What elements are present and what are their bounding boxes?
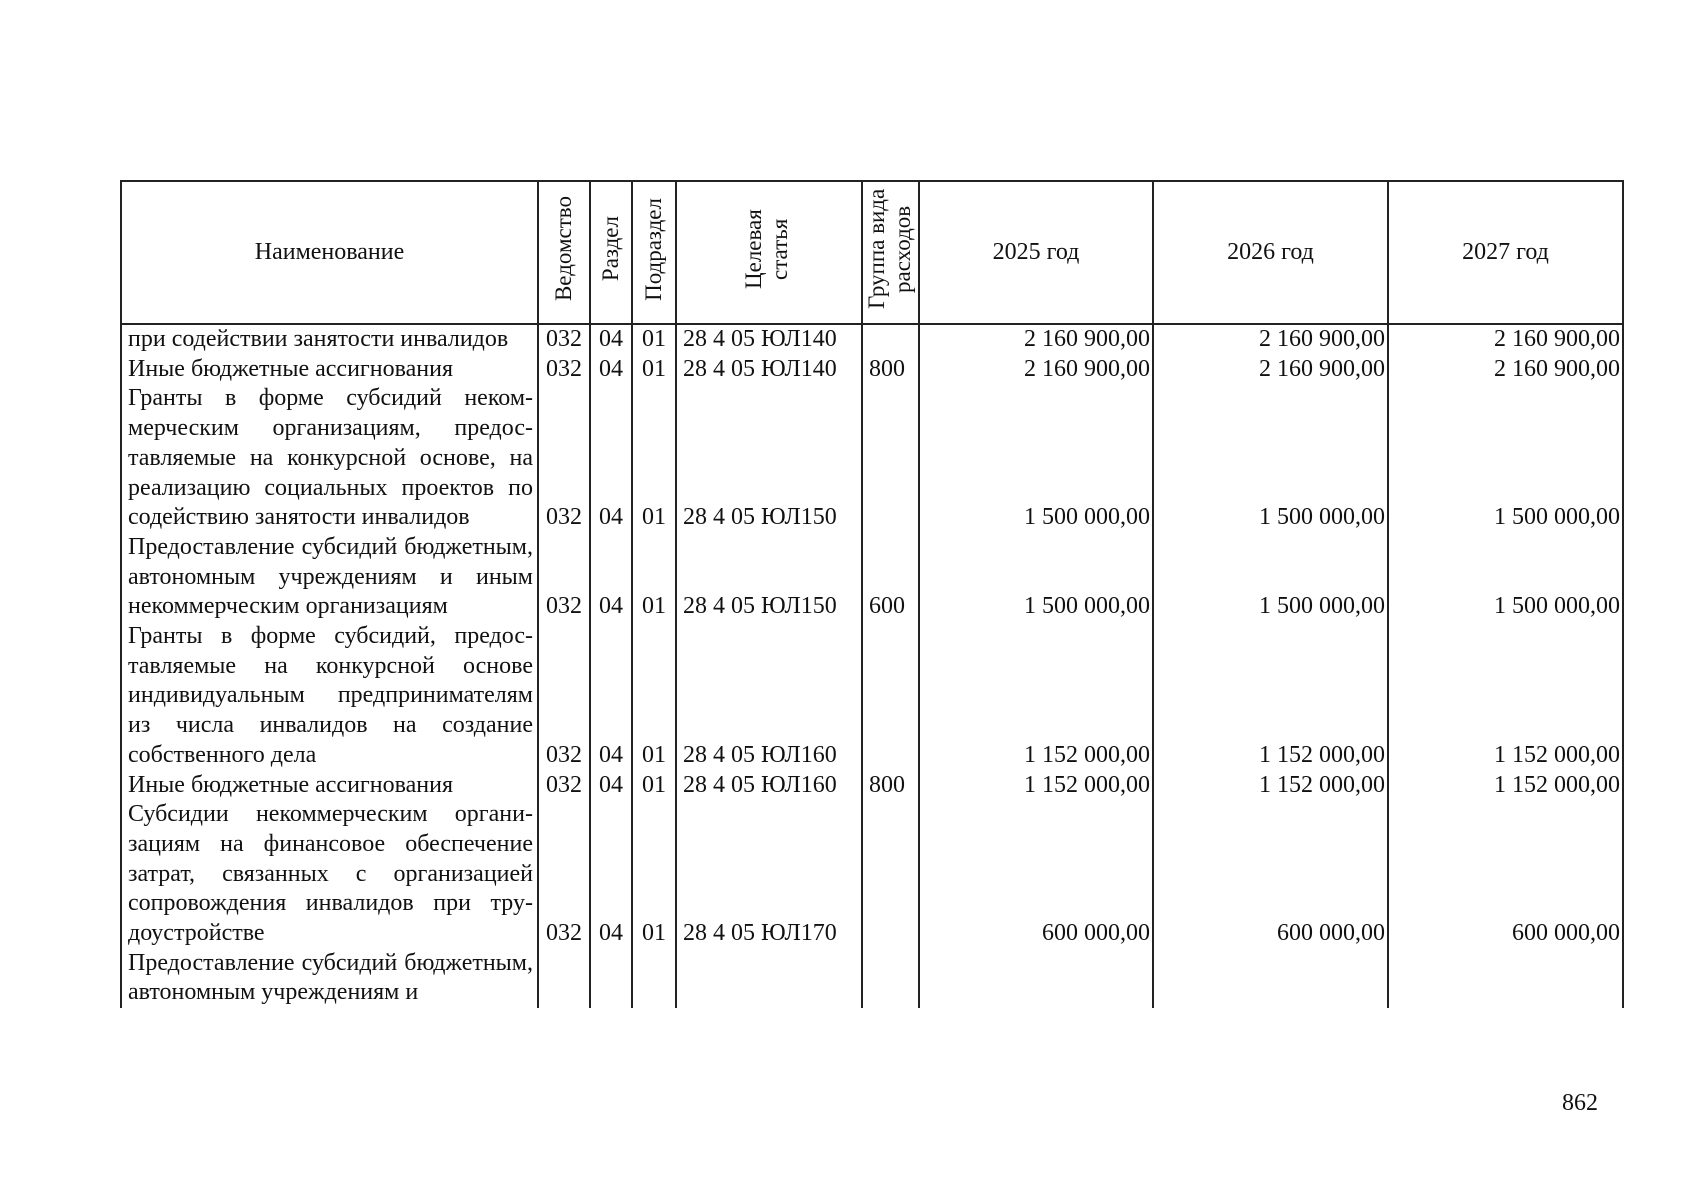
cell-section: 04 (590, 384, 632, 533)
header-2025: 2025 год (919, 181, 1153, 324)
cell-target-item: 28 4 05 ЮЛ160 (676, 771, 862, 801)
cell-2026: 1 500 000,00 (1153, 533, 1388, 622)
cell-expense-group (862, 800, 919, 949)
table-header-row (121, 181, 1623, 324)
cell-subsection (632, 949, 676, 1008)
cell-subsection: 01 (632, 771, 676, 801)
cell-name: Гранты в форме субсидий некоммерческим организациям, предоставляемые на конкурсной основе, на реализацию социальных проектов по содействию занятости инвалидов (121, 384, 538, 533)
cell-target-item: 28 4 05 ЮЛ160 (676, 622, 862, 771)
cell-2025: 600 000,00 (919, 800, 1153, 949)
cell-target-item: 28 4 05 ЮЛ150 (676, 533, 862, 622)
cell-section: 04 (590, 800, 632, 949)
cell-expense-group: 800 (862, 355, 919, 385)
cell-2025: 2 160 900,00 (919, 355, 1153, 385)
cell-subsection: 01 (632, 622, 676, 771)
cell-2027: 2 160 900,00 (1388, 324, 1623, 355)
cell-2027: 1 152 000,00 (1388, 771, 1623, 801)
cell-2025: 1 500 000,00 (919, 533, 1153, 622)
cell-2026: 1 152 000,00 (1153, 771, 1388, 801)
table-row (121, 533, 1623, 622)
cell-section: 04 (590, 324, 632, 355)
cell-ministry: 032 (538, 355, 590, 385)
budget-table (120, 180, 1624, 1008)
cell-subsection: 01 (632, 355, 676, 385)
cell-2026: 600 000,00 (1153, 800, 1388, 949)
cell-ministry: 032 (538, 622, 590, 771)
cell-section: 04 (590, 771, 632, 801)
table-row (121, 949, 1623, 1008)
cell-2025: 1 152 000,00 (919, 622, 1153, 771)
cell-subsection: 01 (632, 384, 676, 533)
cell-2026: 1 152 000,00 (1153, 622, 1388, 771)
page-number: 862 (1562, 1090, 1598, 1116)
cell-expense-group (862, 622, 919, 771)
cell-2027: 1 152 000,00 (1388, 622, 1623, 771)
header-target-item: Целевая статья (676, 181, 862, 324)
table-row (121, 384, 1623, 533)
cell-name: Иные бюджетные ассигнования (121, 771, 538, 801)
cell-expense-group (862, 384, 919, 533)
header-name: Наименование (121, 181, 538, 324)
cell-ministry: 032 (538, 324, 590, 355)
cell-2026: 2 160 900,00 (1153, 324, 1388, 355)
cell-2026 (1153, 949, 1388, 1008)
cell-subsection: 01 (632, 800, 676, 949)
table-row (121, 622, 1623, 771)
header-ministry: Ведомство (538, 181, 590, 324)
cell-name: Гранты в форме субсидий, предоставляемые на конкурсной основе индивидуальным предпринимателям из числа инвалидов на создание собственного дела (121, 622, 538, 771)
cell-2025 (919, 949, 1153, 1008)
cell-expense-group: 800 (862, 771, 919, 801)
cell-2027: 1 500 000,00 (1388, 533, 1623, 622)
cell-2027: 1 500 000,00 (1388, 384, 1623, 533)
table-row (121, 800, 1623, 949)
cell-2026: 1 500 000,00 (1153, 384, 1388, 533)
cell-ministry (538, 949, 590, 1008)
cell-2025: 1 500 000,00 (919, 384, 1153, 533)
cell-ministry: 032 (538, 800, 590, 949)
cell-2027: 600 000,00 (1388, 800, 1623, 949)
table-body (121, 324, 1623, 1008)
header-2026: 2026 год (1153, 181, 1388, 324)
cell-name: Субсидии некоммерческим организациям на финансовое обеспечение затрат, связанных с организацией сопровождения инвалидов при трудоустройстве (121, 800, 538, 949)
header-section: Раздел (590, 181, 632, 324)
cell-2025: 2 160 900,00 (919, 324, 1153, 355)
cell-target-item: 28 4 05 ЮЛ170 (676, 800, 862, 949)
header-subsection: Подраздел (632, 181, 676, 324)
cell-name: Предоставление субсидий бюджетным, автономным учреждениям и (121, 949, 538, 1008)
table-row (121, 355, 1623, 385)
cell-ministry: 032 (538, 533, 590, 622)
cell-target-item: 28 4 05 ЮЛ150 (676, 384, 862, 533)
header-expense-group: Группа вида расходов (862, 181, 919, 324)
cell-2027 (1388, 949, 1623, 1008)
cell-expense-group: 600 (862, 533, 919, 622)
cell-name: Предоставление субсидий бюджетным, автономным учреждениям и иным некоммерческим организациям (121, 533, 538, 622)
cell-ministry: 032 (538, 384, 590, 533)
header-2027: 2027 год (1388, 181, 1623, 324)
table-row (121, 324, 1623, 355)
cell-section: 04 (590, 622, 632, 771)
cell-2025: 1 152 000,00 (919, 771, 1153, 801)
cell-ministry: 032 (538, 771, 590, 801)
cell-expense-group (862, 324, 919, 355)
cell-target-item: 28 4 05 ЮЛ140 (676, 355, 862, 385)
cell-2027: 2 160 900,00 (1388, 355, 1623, 385)
cell-section: 04 (590, 533, 632, 622)
cell-name: при содействии занятости инвалидов (121, 324, 538, 355)
cell-target-item: 28 4 05 ЮЛ140 (676, 324, 862, 355)
cell-section: 04 (590, 355, 632, 385)
cell-2026: 2 160 900,00 (1153, 355, 1388, 385)
cell-name: Иные бюджетные ассигнования (121, 355, 538, 385)
cell-expense-group (862, 949, 919, 1008)
cell-subsection: 01 (632, 324, 676, 355)
cell-subsection: 01 (632, 533, 676, 622)
cell-target-item (676, 949, 862, 1008)
cell-section (590, 949, 632, 1008)
table-row (121, 771, 1623, 801)
